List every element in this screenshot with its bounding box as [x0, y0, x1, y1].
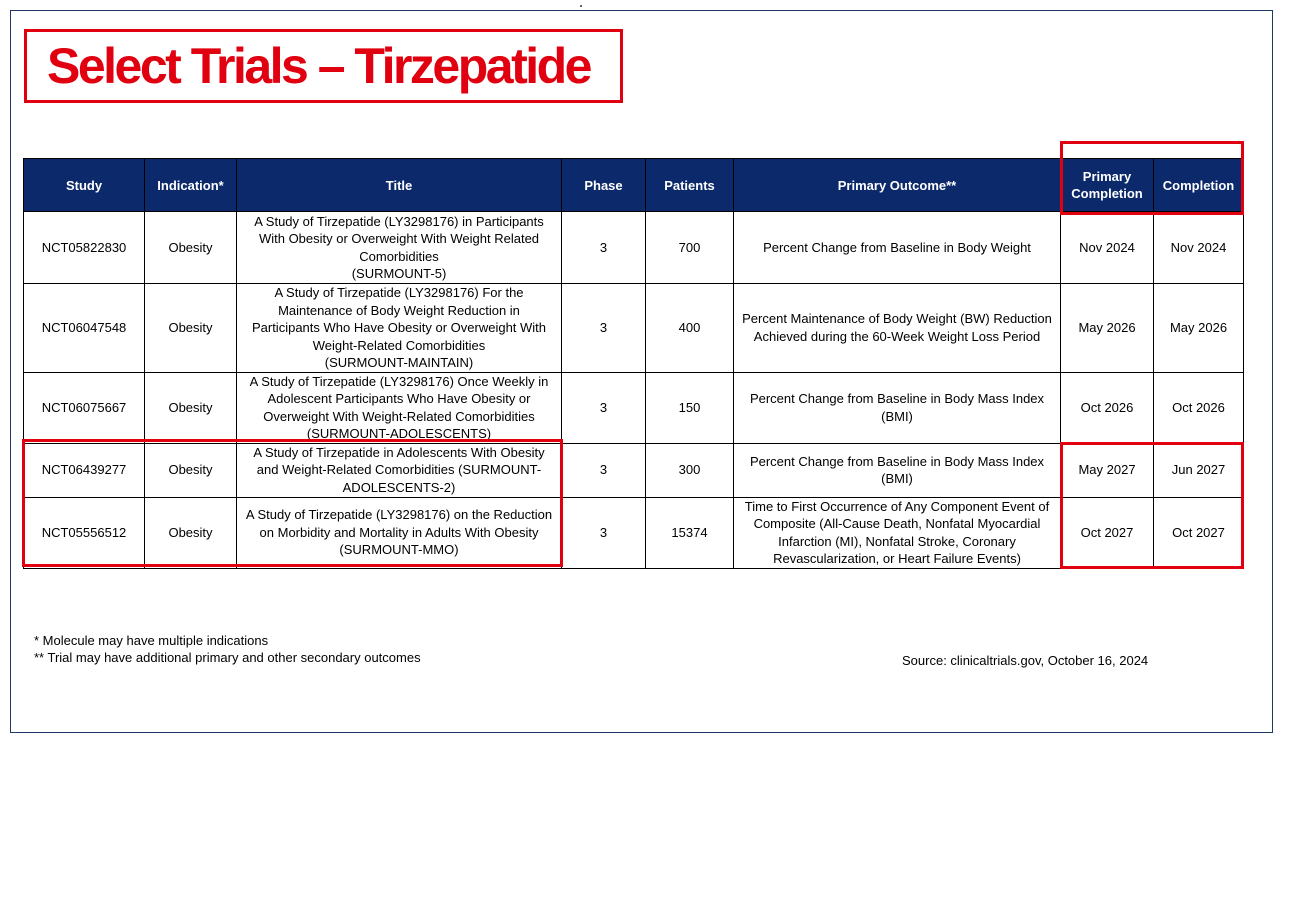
cell-primary-outcome-line: Revascularization, or Heart Failure Events): [773, 551, 1021, 566]
cell-study: NCT06047548: [24, 284, 145, 373]
cell-title-line: (SURMOUNT-5): [351, 266, 447, 281]
trials-table: [23, 158, 1244, 569]
footnote-outcomes: ** Trial may have additional primary and other secondary outcomes: [34, 650, 421, 665]
cell-title: [237, 372, 562, 443]
cell-patients: 300: [646, 443, 734, 497]
cell-title: [237, 212, 562, 284]
table-body: [24, 212, 1244, 569]
cell-indication: Obesity: [145, 443, 237, 497]
cell-primary-outcome-line: Time to First Occurrence of Any Component Event of: [744, 498, 1050, 514]
header-primary-completion-line2: Completion: [1071, 186, 1143, 201]
page-title: Select Trials – Tirzepatide: [47, 38, 590, 94]
cell-title-line: Comorbidities: [359, 248, 439, 264]
cell-title-line: Adolescent Participants Who Have Obesity or: [267, 391, 531, 406]
top-marker: [580, 5, 582, 7]
cell-phase: 3: [562, 443, 646, 497]
cell-primary-completion: Nov 2024: [1061, 212, 1154, 284]
cell-title-line: Participants Who Have Obesity or Overweight With: [251, 320, 547, 335]
cell-study: NCT06075667: [24, 372, 145, 443]
source-note: Source: clinicaltrials.gov, October 16, 2024: [902, 653, 1149, 668]
cell-indication: Obesity: [145, 497, 237, 568]
cell-completion: Nov 2024: [1154, 212, 1244, 284]
cell-title: [237, 497, 562, 568]
cell-primary-outcome: [734, 212, 1061, 284]
cell-indication: Obesity: [145, 212, 237, 284]
cell-phase: 3: [562, 497, 646, 568]
cell-primary-outcome: [734, 497, 1061, 568]
cell-title-line: A Study of Tirzepatide (LY3298176) Once Weekly in: [249, 373, 549, 389]
footnotes: [34, 632, 421, 666]
header-indication: Indication*: [145, 159, 237, 212]
table-row: [24, 372, 1244, 443]
cell-completion: May 2026: [1154, 284, 1244, 373]
cell-primary-outcome-line: (BMI): [881, 408, 913, 424]
cell-phase: 3: [562, 372, 646, 443]
cell-study: NCT05556512: [24, 497, 145, 568]
cell-title: [237, 284, 562, 373]
cell-title-line: A Study of Tirzepatide (LY3298176) in Participants: [254, 213, 544, 229]
header-study: Study: [24, 159, 145, 212]
cell-patients: 400: [646, 284, 734, 373]
cell-title-line: (SURMOUNT-MMO): [339, 542, 459, 558]
header-completion: Completion: [1154, 159, 1244, 212]
table-row: [24, 284, 1244, 373]
cell-primary-completion: May 2026: [1061, 284, 1154, 373]
cell-title-line: With Obesity or Overweight With Weight Related: [258, 231, 540, 246]
cell-primary-outcome-line: Achieved during the 60-Week Weight Loss Period: [753, 328, 1041, 344]
cell-primary-outcome-line: Percent Change from Baseline in Body Mass Index: [749, 453, 1045, 469]
cell-study: NCT06439277: [24, 443, 145, 497]
cell-title-line: Maintenance of Body Weight Reduction in: [278, 302, 520, 318]
title-box: [24, 29, 623, 103]
cell-indication: Obesity: [145, 284, 237, 373]
cell-completion: Oct 2027: [1154, 497, 1244, 568]
cell-primary-outcome-line: Infarction (MI), Nonfatal Stroke, Coronary: [778, 533, 1016, 549]
cell-title-line: A Study of Tirzepatide in Adolescents With Obesity: [253, 444, 545, 460]
cell-primary-outcome: [734, 372, 1061, 443]
cell-primary-outcome-line: (BMI): [881, 471, 913, 486]
cell-primary-outcome-line: Percent Change from Baseline in Body Weight: [763, 239, 1031, 255]
cell-patients: 700: [646, 212, 734, 284]
cell-primary-outcome: [734, 284, 1061, 373]
cell-completion: Jun 2027: [1154, 443, 1244, 497]
cell-primary-outcome-line: Percent Change from Baseline in Body Mass Index: [749, 391, 1045, 406]
cell-study: NCT05822830: [24, 212, 145, 284]
table-header-row: [24, 159, 1244, 212]
cell-primary-completion: Oct 2027: [1061, 497, 1154, 568]
cell-title-line: Overweight With Weight-Related Comorbidities: [263, 408, 535, 424]
cell-title: [237, 443, 562, 497]
table-row: [24, 497, 1244, 568]
table-row: [24, 212, 1244, 284]
cell-indication: Obesity: [145, 372, 237, 443]
header-primary-completion-line1: Primary: [1082, 169, 1132, 184]
cell-title-line: (SURMOUNT-MAINTAIN): [324, 355, 474, 370]
cell-phase: 3: [562, 212, 646, 284]
header-primary-completion: [1061, 159, 1154, 212]
cell-primary-completion: May 2027: [1061, 443, 1154, 497]
cell-primary-outcome-line: Percent Maintenance of Body Weight (BW) Reduction: [742, 311, 1052, 327]
cell-title-line: and Weight-Related Comorbidities (SURMOUNT-: [256, 462, 542, 478]
header-patients: Patients: [646, 159, 734, 212]
cell-title-line: A Study of Tirzepatide (LY3298176) on the Reduction: [245, 507, 553, 523]
cell-patients: 15374: [646, 497, 734, 568]
footnote-indications: * Molecule may have multiple indications: [34, 633, 269, 648]
cell-completion: Oct 2026: [1154, 372, 1244, 443]
table-row: [24, 443, 1244, 497]
cell-title-line: (SURMOUNT-ADOLESCENTS): [306, 426, 492, 441]
cell-patients: 150: [646, 372, 734, 443]
cell-title-line: ADOLESCENTS-2): [342, 479, 456, 495]
header-primary-outcome: Primary Outcome**: [734, 159, 1061, 212]
cell-primary-outcome: [734, 443, 1061, 497]
header-phase: Phase: [562, 159, 646, 212]
cell-primary-outcome-line: Composite (All-Cause Death, Nonfatal Myocardial: [753, 516, 1041, 531]
cell-title-line: A Study of Tirzepatide (LY3298176) For the: [274, 285, 524, 300]
cell-primary-completion: Oct 2026: [1061, 372, 1154, 443]
header-title: Title: [237, 159, 562, 212]
cell-title-line: Weight-Related Comorbidities: [312, 337, 486, 353]
cell-title-line: on Morbidity and Mortality in Adults With Obesity: [259, 524, 539, 540]
cell-phase: 3: [562, 284, 646, 373]
